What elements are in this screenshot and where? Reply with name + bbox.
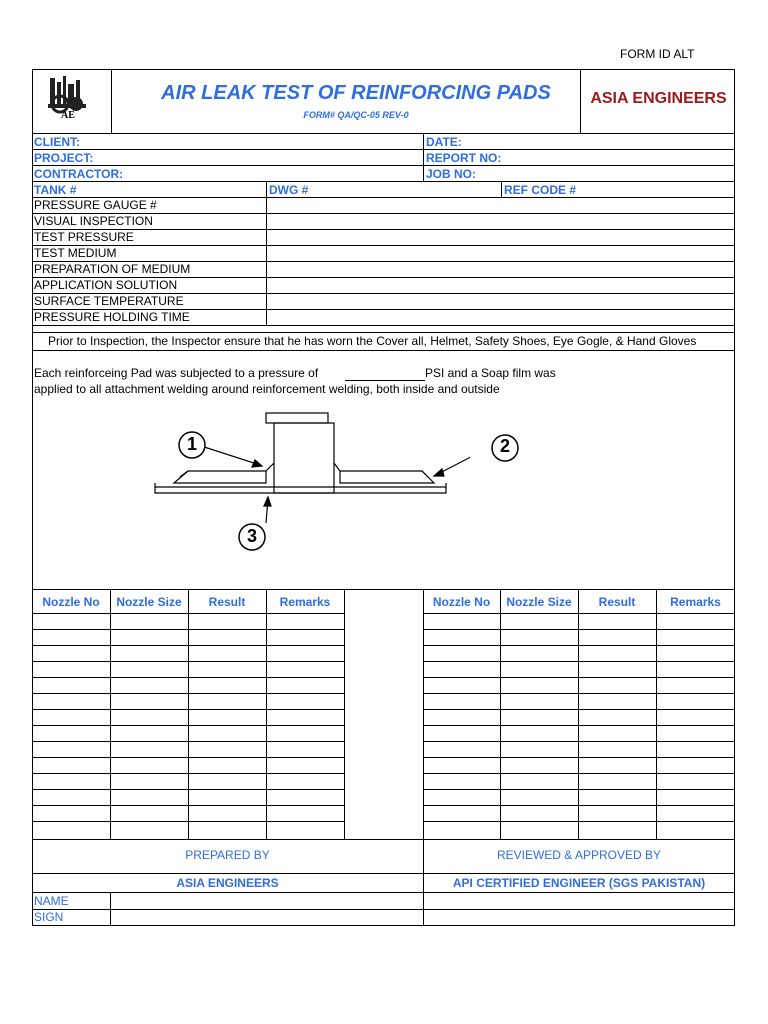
- col-header-remarks: Remarks: [279, 595, 331, 609]
- company-logo: [44, 74, 92, 122]
- table-row-line: [32, 645, 344, 646]
- param-label: APPLICATION SOLUTION: [34, 278, 178, 292]
- param-label: VISUAL INSPECTION: [34, 214, 153, 228]
- date-label: DATE:: [426, 135, 462, 149]
- callout-3-label: 3: [246, 526, 257, 546]
- job-no-label: JOB NO:: [426, 167, 477, 181]
- sign-label: SIGN: [34, 910, 64, 924]
- table-row-line: [423, 805, 735, 806]
- callout-2-label: 2: [499, 436, 510, 456]
- statement-line-2: applied to all attachment welding around reinforcement welding, both inside and outside: [34, 382, 500, 396]
- ref-code-label: REF CODE #: [504, 183, 577, 197]
- table-row-line: [423, 645, 735, 646]
- table-row-line: [423, 741, 735, 742]
- table-row-line: [423, 693, 735, 694]
- callout-1-label: 1: [186, 434, 197, 454]
- table-row-line: [423, 789, 735, 790]
- param-label: TEST PRESSURE: [34, 230, 134, 244]
- col-header-nozzle-no: Nozzle No: [42, 595, 100, 609]
- table-row-line: [32, 613, 344, 614]
- statement-part-2: PSI and a Soap film was: [425, 366, 556, 380]
- table-row-line: [32, 773, 344, 774]
- form-number: FORM# QA/QC-05 REV-0: [303, 110, 409, 120]
- col-header-result: Result: [598, 595, 636, 609]
- table-row-line: [32, 789, 344, 790]
- param-label: PRESSURE GAUGE #: [34, 198, 157, 212]
- contractor-label: CONTRACTOR:: [34, 167, 124, 181]
- safety-note: Prior to Inspection, the Inspector ensure that he has worn the Cover all, Helmet, Safety Shoes, Eye Gogle, & Hand Gloves: [48, 334, 697, 348]
- prepared-by-label: PREPARED BY: [185, 848, 270, 862]
- dwg-label: DWG #: [269, 183, 309, 197]
- table-row-line: [32, 661, 344, 662]
- table-row-line: [32, 805, 344, 806]
- table-row-line: [423, 773, 735, 774]
- table-row-line: [423, 629, 735, 630]
- col-header-nozzle-size: Nozzle Size: [506, 595, 572, 609]
- table-row-line: [423, 677, 735, 678]
- param-label: PRESSURE HOLDING TIME: [34, 310, 190, 324]
- table-row-line: [423, 613, 735, 614]
- table-row-line: [32, 709, 344, 710]
- psi-blank: [345, 380, 425, 381]
- report-no-label: REPORT NO:: [426, 151, 502, 165]
- company-name: ASIA ENGINEERS: [590, 90, 727, 107]
- table-row-line: [32, 741, 344, 742]
- statement-part-1: Each reinforceing Pad was subjected to a pressure of: [34, 366, 319, 380]
- reviewed-by-label: REVIEWED & APPROVED BY: [496, 848, 662, 862]
- table-row-line: [32, 693, 344, 694]
- table-row-line: [32, 725, 344, 726]
- param-label: TEST MEDIUM: [34, 246, 117, 260]
- col-header-nozzle-no: Nozzle No: [432, 595, 491, 609]
- project-label: PROJECT:: [34, 151, 94, 165]
- name-label: NAME: [34, 894, 69, 908]
- client-label: CLIENT:: [34, 135, 80, 149]
- tank-label: TANK #: [34, 183, 77, 197]
- logo-text: AE: [61, 110, 75, 121]
- prepared-org: ASIA ENGINEERS: [176, 876, 279, 890]
- table-row-line: [423, 709, 735, 710]
- reinforcing-pad-diagram: [150, 405, 470, 555]
- table-row-line: [32, 757, 344, 758]
- table-row-line: [32, 677, 344, 678]
- col-header-result: Result: [208, 595, 246, 609]
- form-title: AIR LEAK TEST OF REINFORCING PADS: [161, 82, 551, 104]
- table-row-line: [423, 757, 735, 758]
- table-row-line: [423, 725, 735, 726]
- table-row-line: [32, 821, 344, 822]
- table-row-line: [423, 821, 735, 822]
- col-header-nozzle-size: Nozzle Size: [116, 595, 182, 609]
- table-row-line: [423, 661, 735, 662]
- param-label: PREPARATION OF MEDIUM: [34, 262, 191, 276]
- col-header-remarks: Remarks: [670, 595, 721, 609]
- param-label: SURFACE TEMPERATURE: [34, 294, 184, 308]
- table-row-line: [32, 629, 344, 630]
- form-id: FORM ID ALT: [620, 47, 695, 61]
- reviewed-org: API CERTIFIED ENGINEER (SGS PAKISTAN): [452, 876, 706, 890]
